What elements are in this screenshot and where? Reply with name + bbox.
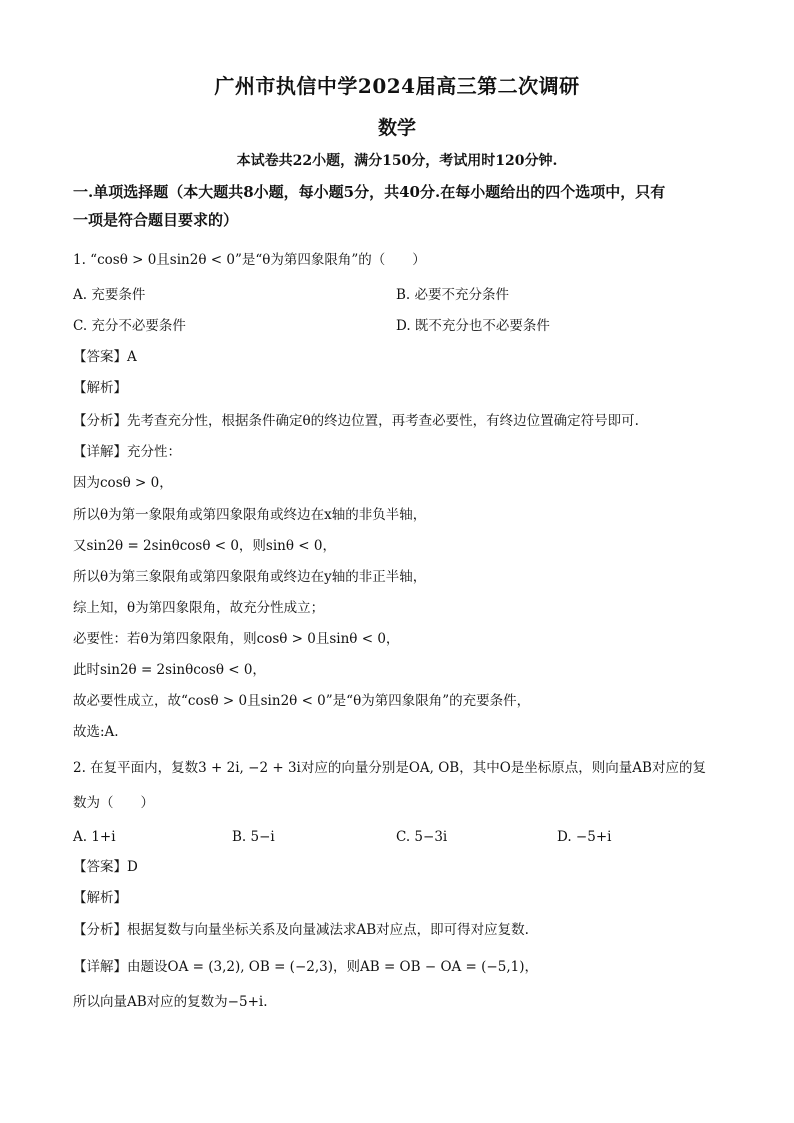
q1-detail-line: 故必要性成立，故“cosθ > 0且sin2θ < 0”是“θ为第四象限角”的充要条件， <box>73 693 531 709</box>
q1-detail-line: 因为cosθ > 0， <box>73 475 173 491</box>
q1-detail-line: 所以θ为第三象限角或第四象限角或终边在y轴的非正半轴， <box>73 569 427 585</box>
q2-detail-line: 所以向量AB对应的复数为−5+i. <box>73 994 268 1010</box>
section-heading-line1: 一.单项选择题（本大题共8小题，每小题5分，共40分.在每小题给出的四个选项中，只有 <box>73 183 666 201</box>
q2-fenxi: 【分析】根据复数与向量坐标关系及向量减法求AB对应点，即可得对应复数. <box>73 922 529 938</box>
q1-option-a: A. 充要条件 <box>73 287 146 303</box>
q1-answer: 【答案】A <box>73 349 137 365</box>
q1-option-c: C. 充分不必要条件 <box>73 318 186 334</box>
q2-option-d: D. −5+i <box>557 829 612 845</box>
page-title: 广州市执信中学2024届高三第二次调研 <box>214 74 580 98</box>
q1-detail-line: 所以θ为第一象限角或第四象限角或终边在x轴的非负半轴， <box>73 507 427 523</box>
q1-fenxi: 【分析】先考查充分性，根据条件确定θ的终边位置，再考查必要性，有终边位置确定符号即可. <box>73 413 639 429</box>
q2-stem-line2: 数为（ ） <box>73 795 154 811</box>
subject-title: 数学 <box>377 117 416 139</box>
q1-analysis-label: 【解析】 <box>73 380 127 396</box>
exam-info: 本试卷共22小题，满分150分，考试用时120分钟. <box>236 153 558 169</box>
q1-option-b: B. 必要不充分条件 <box>396 287 510 303</box>
q1-stem: 1. “cosθ > 0且sin2θ < 0”是“θ为第四象限角”的（ ） <box>73 252 426 268</box>
q1-option-d: D. 既不充分也不必要条件 <box>396 318 550 334</box>
section-heading-line2: 一项是符合题目要求的） <box>73 211 239 229</box>
q1-detail-line: 综上知，θ为第四象限角，故充分性成立； <box>73 600 325 616</box>
q2-option-c: C. 5−3i <box>396 829 448 845</box>
q1-detail-line: 此时sin2θ = 2sinθcosθ < 0， <box>73 662 266 678</box>
q2-detail-line: 【详解】由题设OA = (3,2), OB = (−2,3)，则AB = OB − OA = (−5,1)， <box>73 959 538 975</box>
q2-stem-line1: 2. 在复平面内，复数3 + 2i, −2 + 3i对应的向量分别是OA, OB，其中O是坐标原点，则向量AB对应的复 <box>73 760 706 776</box>
q1-detail-line: 又sin2θ = 2sinθcosθ < 0，则sinθ < 0， <box>73 538 336 554</box>
q1-detail-line: 必要性：若θ为第四象限角，则cosθ > 0且sinθ < 0， <box>73 631 400 647</box>
q2-option-b: B. 5−i <box>232 829 275 845</box>
q2-answer: 【答案】D <box>73 859 138 875</box>
q1-detail-line: 【详解】充分性： <box>73 444 181 460</box>
q2-analysis-label: 【解析】 <box>73 890 127 906</box>
q2-option-a: A. 1+i <box>73 829 116 845</box>
q1-detail-line: 故选:A. <box>73 724 119 740</box>
